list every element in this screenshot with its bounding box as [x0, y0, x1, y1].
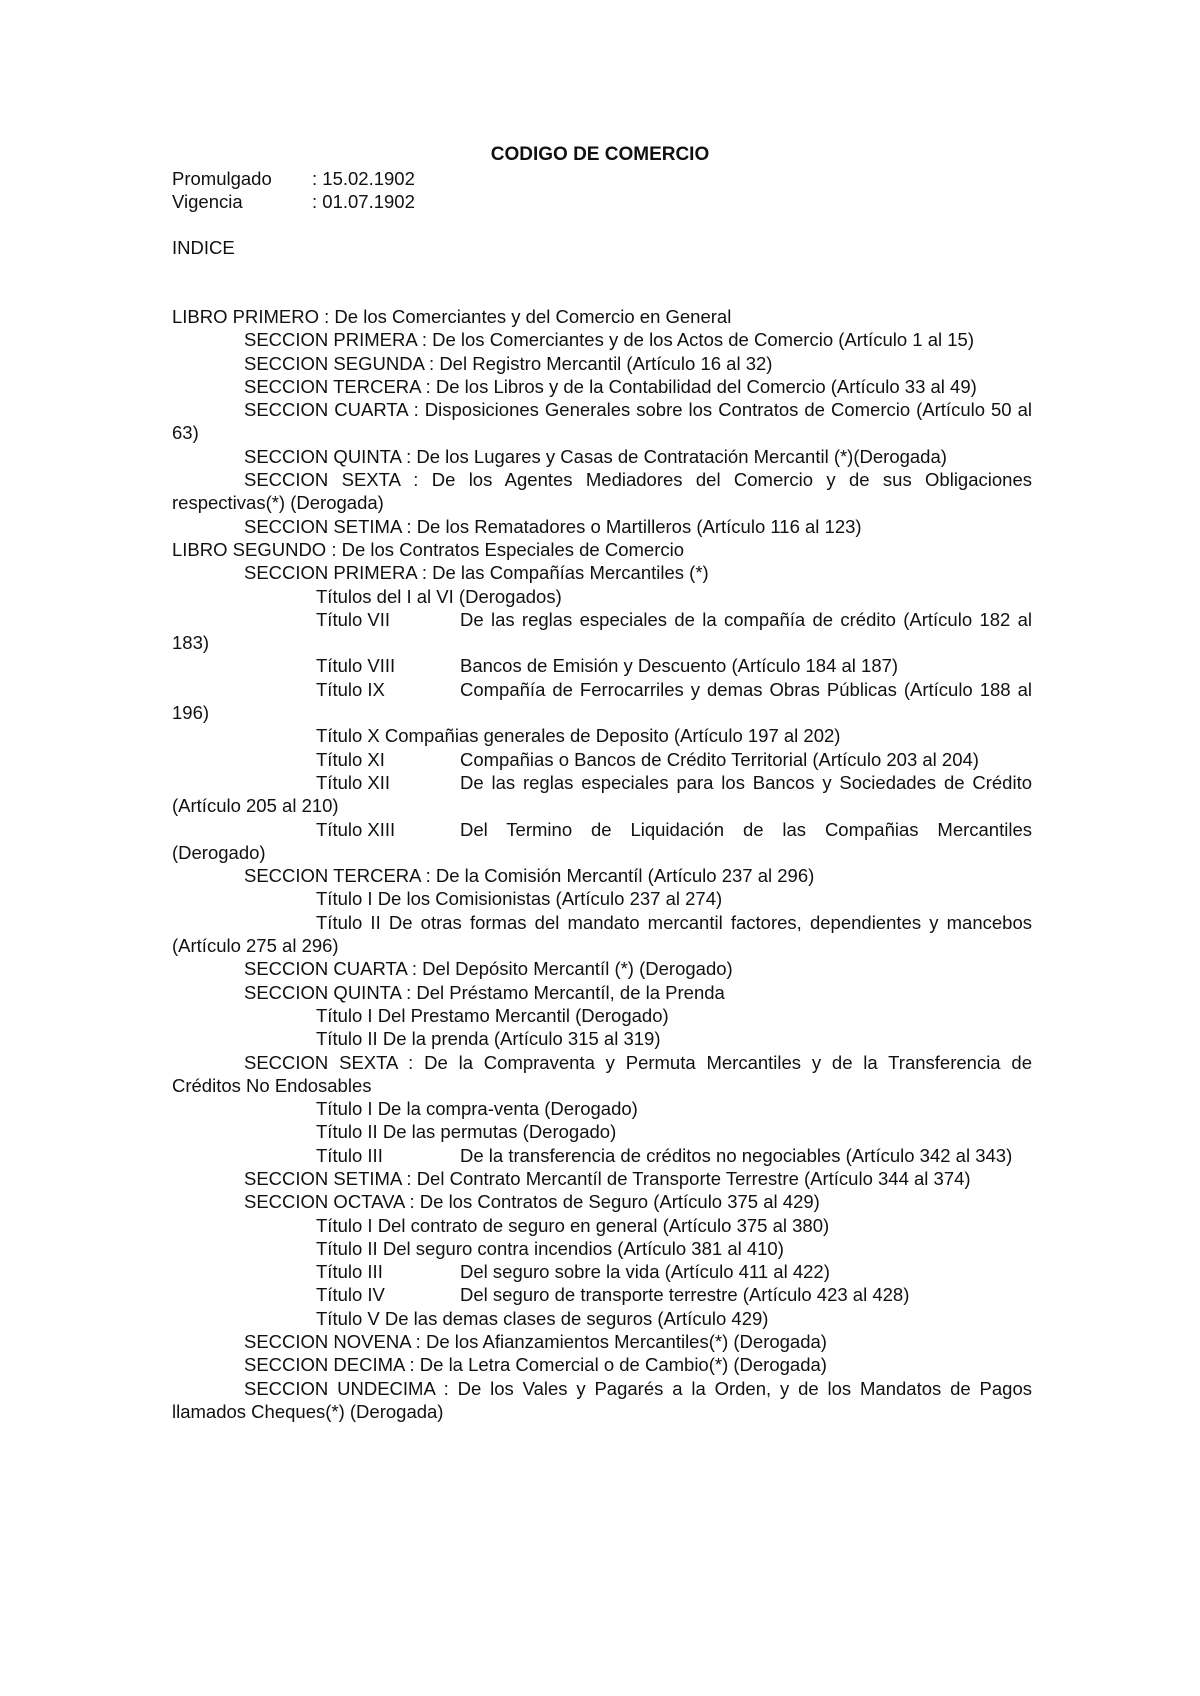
toc-entry: [172, 1330, 1032, 1353]
toc-entry: [172, 864, 1032, 887]
toc-entry-text: SECCION CUARTA : Disposiciones Generales sobre los Contratos de Comercio (Artículo 50 al 63): [172, 399, 1032, 444]
vigencia-label: Vigencia: [172, 191, 243, 212]
toc-entry-text: Título I Del contrato de seguro en general (Artículo 375 al 380): [316, 1214, 830, 1236]
toc-entry: [172, 1307, 1032, 1330]
toc-entry: [172, 328, 1032, 351]
toc-entry-text: SECCION DECIMA : De la Letra Comercial o de Cambio(*) (Derogada): [244, 1354, 827, 1376]
toc-entry: [172, 538, 1032, 561]
promulgado-label: Promulgado: [172, 168, 272, 189]
toc-entry-title: Título IV: [316, 1284, 385, 1306]
toc-entry: [172, 561, 1032, 584]
toc-entry: [172, 911, 1032, 958]
toc-entry: [172, 1353, 1032, 1376]
table-of-contents: [172, 305, 1032, 1423]
toc-entry: [172, 724, 1032, 747]
toc-entry: [172, 887, 1032, 910]
toc-entry: [172, 1214, 1032, 1237]
document-title: CODIGO DE COMERCIO: [490, 144, 710, 165]
promulgado-row: [172, 167, 415, 191]
toc-entry-text: SECCION OCTAVA : De los Contratos de Seguro (Artículo 375 al 429): [244, 1191, 820, 1213]
toc-entry-text: Título II De la prenda (Artículo 315 al 319): [316, 1028, 661, 1050]
toc-entry-title: Título III: [316, 1261, 383, 1283]
toc-entry: [172, 515, 1032, 538]
toc-entry-text: Títulos del I al VI (Derogados): [316, 585, 562, 607]
toc-entry: [172, 771, 1032, 818]
toc-entry-text: Compañias o Bancos de Crédito Territorial (Artículo 203 al 204): [460, 748, 979, 770]
toc-entry-text: SECCION PRIMERA : De las Compañías Mercantiles (*): [244, 562, 709, 584]
toc-entry-text: SECCION SEXTA : De la Compraventa y Permuta Mercantiles y de la Transferencia de Créditos No Endosables: [172, 1051, 1032, 1096]
toc-entry-title: Título III: [316, 1144, 383, 1166]
toc-entry: [172, 981, 1032, 1004]
toc-entry: [172, 305, 1032, 328]
toc-entry-text: De las reglas especiales para los Bancos y Sociedades de Crédito (Artículo 205 al 210): [172, 771, 1032, 817]
vigencia-row: [172, 190, 415, 214]
toc-entry-text: Bancos de Emisión y Descuento (Artículo 184 al 187): [460, 655, 899, 677]
toc-entry-text: Título II De las permutas (Derogado): [316, 1121, 617, 1143]
toc-entry-text: SECCION PRIMERA : De los Comerciantes y de los Actos de Comercio (Artículo 1 al 15): [244, 329, 974, 351]
toc-entry-text: SECCION NOVENA : De los Afianzamientos Mercantiles(*) (Derogada): [244, 1331, 827, 1353]
toc-entry: [172, 818, 1032, 865]
toc-entry-text: SECCION TERCERA : De los Libros y de la Contabilidad del Comercio (Artículo 33 al 49): [244, 375, 977, 397]
indice-heading: INDICE: [172, 237, 235, 258]
toc-entry-text: Título I De la compra-venta (Derogado): [316, 1098, 638, 1120]
toc-entry: [172, 1167, 1032, 1190]
toc-entry-title: Título VII: [316, 608, 391, 630]
toc-entry-title: Título XIII: [316, 818, 396, 840]
toc-entry-text: Título II Del seguro contra incendios (Artículo 381 al 410): [316, 1237, 784, 1259]
toc-entry: [172, 375, 1032, 398]
toc-entry-text: Título X Compañias generales de Deposito (Artículo 197 al 202): [316, 725, 841, 747]
toc-entry: [172, 398, 1032, 445]
promulgado-value: : 15.02.1902: [312, 168, 415, 189]
toc-entry: [172, 585, 1032, 608]
toc-entry: [172, 748, 1032, 771]
vigencia-value: : 01.07.1902: [312, 191, 415, 212]
toc-entry-text: De la transferencia de créditos no negociables (Artículo 342 al 343): [460, 1144, 1013, 1166]
toc-entry-text: SECCION QUINTA : Del Préstamo Mercantíl, de la Prenda: [244, 981, 725, 1003]
toc-entry-text: Del seguro sobre la vida (Artículo 411 al 422): [460, 1261, 830, 1283]
toc-entry: [172, 1237, 1032, 1260]
toc-entry-text: SECCION TERCERA : De la Comisión Mercantíl (Artículo 237 al 296): [244, 865, 815, 887]
toc-entry-title: Título VIII: [316, 655, 396, 677]
toc-entry-text: De las reglas especiales de la compañía de crédito (Artículo 182 al 183): [172, 608, 1032, 654]
toc-entry-text: Compañía de Ferrocarriles y demas Obras Públicas (Artículo 188 al 196): [172, 678, 1032, 724]
toc-entry: [172, 1190, 1032, 1213]
toc-entry-title: Título XI: [316, 748, 385, 770]
toc-entry: [172, 957, 1032, 980]
toc-entry-text: SECCION SETIMA : De los Rematadores o Martilleros (Artículo 116 al 123): [244, 515, 862, 537]
toc-entry-title: Título XII: [316, 771, 391, 793]
toc-entry: [172, 445, 1032, 468]
toc-entry: [172, 1144, 1032, 1167]
toc-entry-text: Título V De las demas clases de seguros (Artículo 429): [316, 1307, 769, 1329]
toc-entry-text: LIBRO PRIMERO : De los Comerciantes y del Comercio en General: [172, 306, 732, 327]
toc-entry-text: SECCION UNDECIMA : De los Vales y Pagarés a la Orden, y de los Mandatos de Pagos llamados Cheques(*) (Derogada): [172, 1377, 1032, 1422]
toc-entry: [172, 654, 1032, 677]
toc-entry-text: Del seguro de transporte terrestre (Artículo 423 al 428): [460, 1284, 910, 1306]
toc-entry: [172, 678, 1032, 725]
toc-entry: [172, 1097, 1032, 1120]
toc-entry: [172, 352, 1032, 375]
toc-entry-text: LIBRO SEGUNDO : De los Contratos Especiales de Comercio: [172, 538, 685, 560]
toc-entry: [172, 1260, 1032, 1283]
toc-entry-text: SECCION QUINTA : De los Lugares y Casas de Contratación Mercantil (*)(Derogada): [244, 445, 947, 467]
toc-entry-text: Del Termino de Liquidación de las Compañias Mercantiles (Derogado): [172, 818, 1032, 863]
toc-entry: [172, 608, 1032, 655]
toc-entry-text: SECCION SEXTA : De los Agentes Mediadores del Comercio y de sus Obligaciones respectivas(*) (Derogada): [172, 469, 1032, 514]
toc-entry-text: Título I Del Prestamo Mercantil (Derogado): [316, 1004, 669, 1026]
toc-entry: [172, 1283, 1032, 1306]
toc-entry-text: Título II De otras formas del mandato mercantil factores, dependientes y mancebos (Artículo 275 al 296): [172, 911, 1032, 957]
toc-entry-text: SECCION SEGUNDA : Del Registro Mercantil (Artículo 16 al 32): [244, 352, 773, 374]
toc-entry: [172, 1027, 1032, 1050]
toc-entry-text: SECCION SETIMA : Del Contrato Mercantíl de Transporte Terrestre (Artículo 344 al 374): [244, 1167, 971, 1189]
toc-entry: [172, 468, 1032, 515]
toc-entry-text: SECCION CUARTA : Del Depósito Mercantíl (*) (Derogado): [244, 958, 733, 980]
toc-entry: [172, 1120, 1032, 1143]
toc-entry-text: Título I De los Comisionistas (Artículo 237 al 274): [316, 888, 723, 910]
toc-entry: [172, 1004, 1032, 1027]
toc-entry: [172, 1377, 1032, 1424]
toc-entry: [172, 1051, 1032, 1098]
toc-entry-title: Título IX: [316, 678, 385, 700]
